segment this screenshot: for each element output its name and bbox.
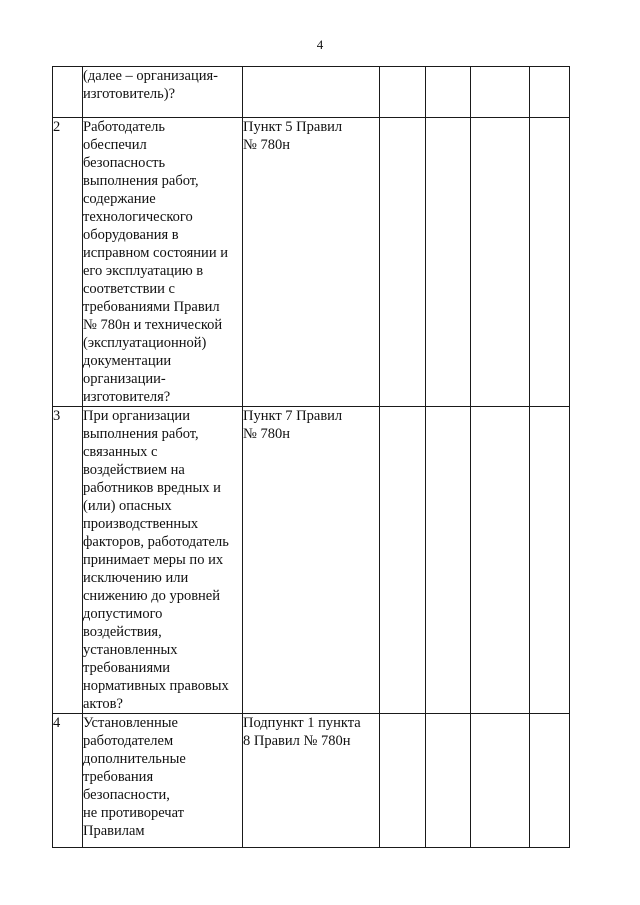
- answer-cell: [471, 67, 530, 118]
- page-number: 4: [316, 37, 324, 52]
- answer-cell: [426, 67, 471, 118]
- answer-cell: [426, 118, 471, 407]
- answer-cell: [471, 407, 530, 714]
- table-row: [53, 714, 570, 848]
- answer-cell: [530, 714, 570, 848]
- checklist-table: [52, 66, 570, 848]
- answer-cell: [426, 714, 471, 848]
- answer-cell: [471, 118, 530, 407]
- table-row: [53, 67, 570, 118]
- row-number: [53, 67, 83, 118]
- answer-cell: [530, 407, 570, 714]
- reference-cell: Подпункт 1 пункта 8 Правил № 780н: [243, 714, 380, 848]
- row-number: 2: [53, 118, 83, 407]
- answer-cell: [380, 407, 426, 714]
- answer-cell: [380, 118, 426, 407]
- table-row: [53, 407, 570, 714]
- question-cell: Установленные работодателем дополнительные требования безопасности, не противоречат Правилам: [83, 714, 243, 848]
- row-number: 3: [53, 407, 83, 714]
- answer-cell: [471, 714, 530, 848]
- table-row: [53, 118, 570, 407]
- answer-cell: [380, 714, 426, 848]
- question-cell: Работодатель обеспечил безопасность выполнения работ, содержание технологического оборудования в исправном состоянии и его эксплуатацию в соответствии с требованиями Правил № 780н и технической (эксплуатационной) документации организации- изготовителя?: [83, 118, 243, 407]
- question-cell: (далее – организация- изготовитель)?: [83, 67, 243, 118]
- reference-cell: Пункт 5 Правил № 780н: [243, 118, 380, 407]
- question-cell: При организации выполнения работ, связанных с воздействием на работников вредных и (или) опасных производственных факторов, работодатель принимает меры по их исключению или снижению до уровней допустимого воздействия, установленных требованиями нормативных правовых актов?: [83, 407, 243, 714]
- answer-cell: [380, 67, 426, 118]
- answer-cell: [426, 407, 471, 714]
- answer-cell: [530, 67, 570, 118]
- answer-cell: [530, 118, 570, 407]
- reference-cell: Пункт 7 Правил № 780н: [243, 407, 380, 714]
- row-number: 4: [53, 714, 83, 848]
- reference-cell: [243, 67, 380, 118]
